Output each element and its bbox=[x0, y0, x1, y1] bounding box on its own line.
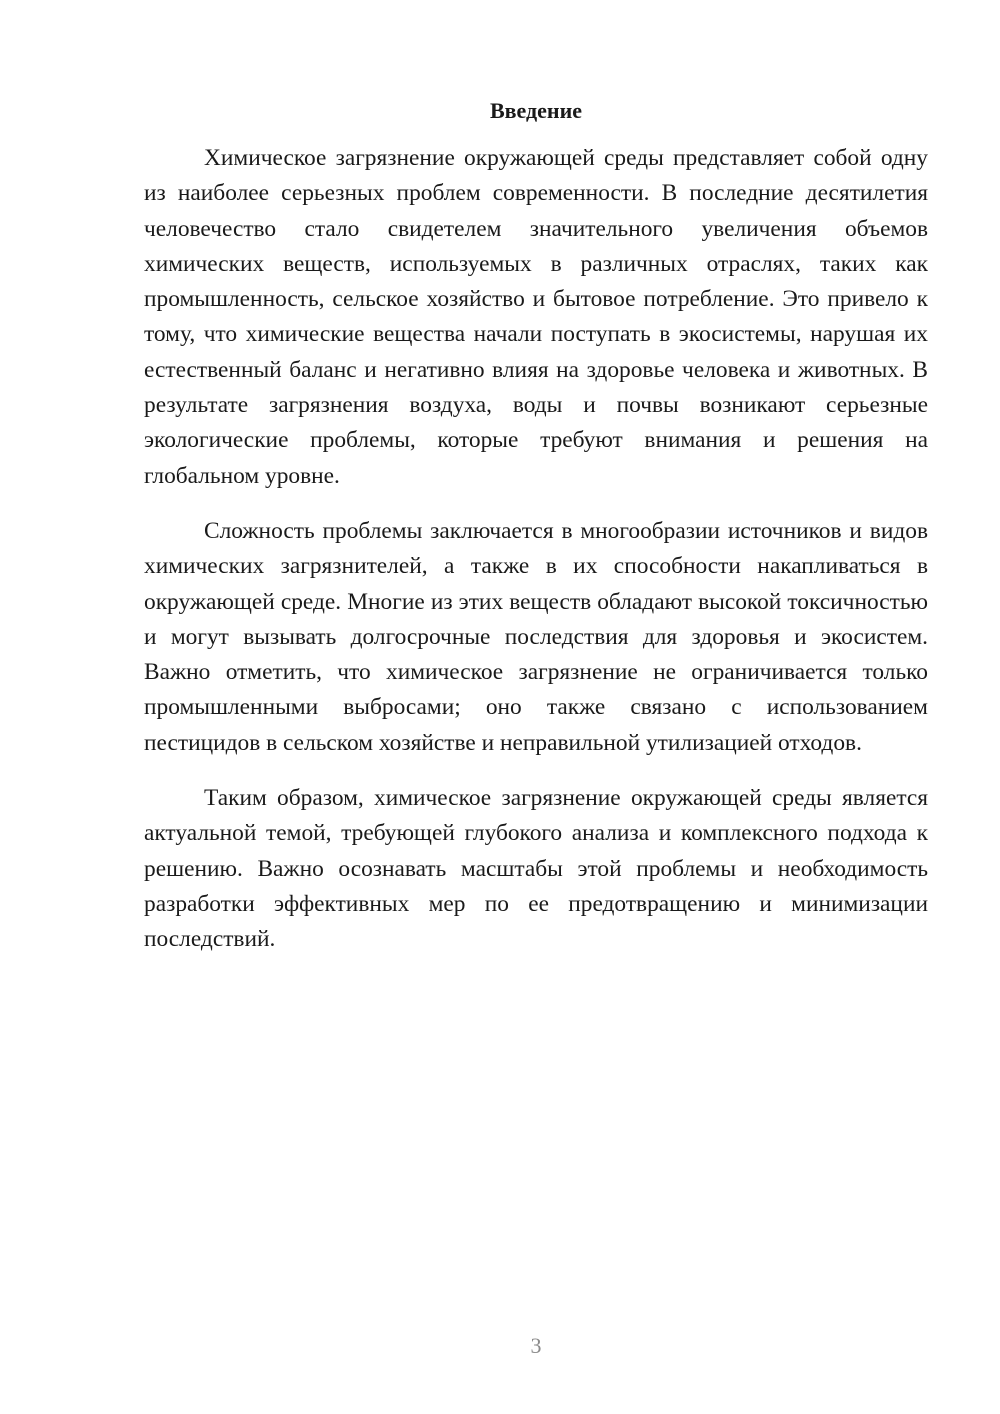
paragraph-3: Таким образом, химическое загрязнение окружающей среды является актуальной темой, требующей глубокого анализа и комплексного подхода к решению. Важно осознавать масштабы этой проблемы и необходимость разработки эффективных мер по ее предотвращению и минимизации последствий. bbox=[144, 785, 928, 953]
section-title: Введение bbox=[489, 98, 583, 123]
paragraph-2: Сложность проблемы заключается в многообразии источников и видов химических загрязнителей, а также в их способности накапливаться в окружающей среде. Многие из этих веществ обладают высокой токсичностью и могут вызывать долгосрочные последствия для здоровья и экосистем. Важно отметить, что химическое загрязнение не ограничивается только промышленными выбросами; оно также связано с использованием пестицидов в сельском хозяйстве и неправильной утилизацией отходов. bbox=[144, 517, 928, 756]
page-number: 3 bbox=[530, 1333, 542, 1358]
paragraph-1: Химическое загрязнение окружающей среды представляет собой одну из наиболее серьезных проблем современности. В последние десятилетия человечество стало свидетелем значительного увеличения объемов химических веществ, используемых в различных отраслях, таких как промышленность, сельское хозяйство и бытовое потребление. Это привело к тому, что химические вещества начали поступать в экосистемы, нарушая их естественный баланс и негативно влияя на здоровье человека и животных. В результате загрязнения воздуха, воды и почвы возникают серьезные экологические проблемы, которые требуют внимания и решения на глобальном уровне. bbox=[144, 145, 928, 489]
body-text bbox=[144, 141, 928, 978]
